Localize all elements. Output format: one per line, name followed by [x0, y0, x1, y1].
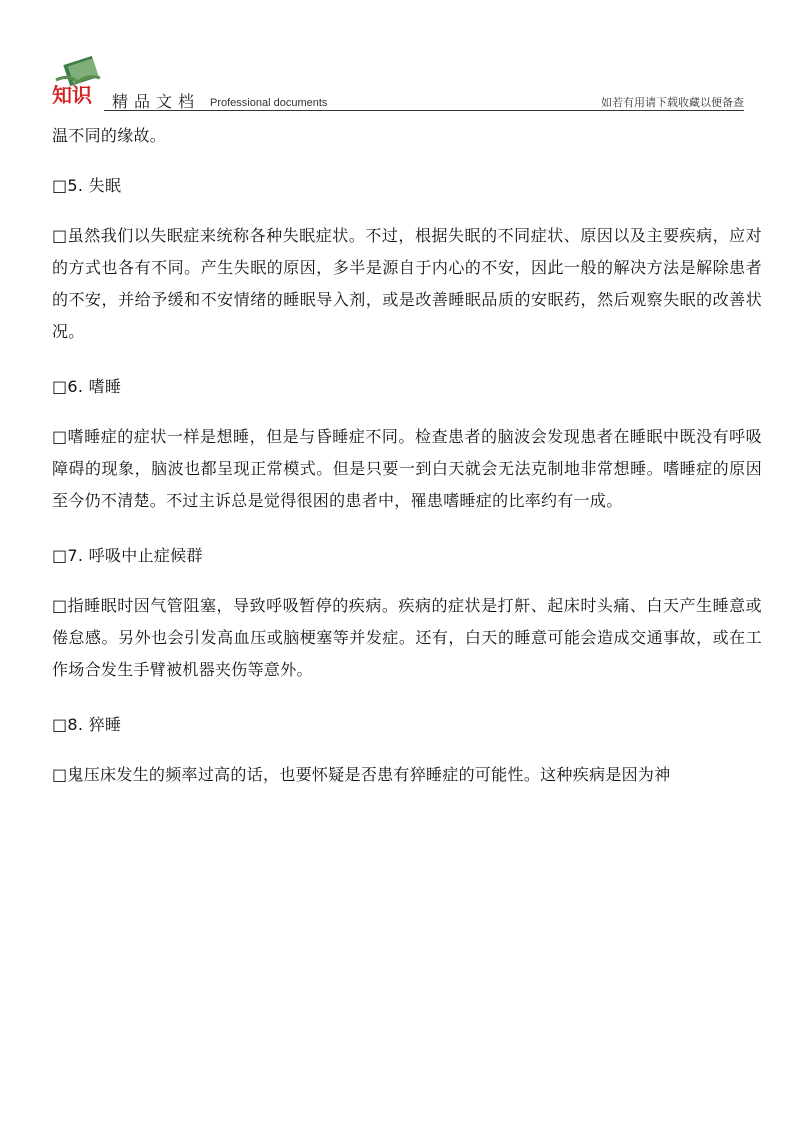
page-header: [0, 0, 794, 112]
document-body: [52, 120, 762, 814]
section-heading-insomnia: □5. 失眠: [52, 176, 122, 195]
paragraph-sleep-apnea: □指睡眠时因气管阻塞，导致呼吸暂停的疾病。疾病的症状是打鼾、起床时头痛、白天产生睡意或倦怠感。另外也会引发高血压或脑梗塞等并发症。还有，白天的睡意可能会造成交通事故，或在工作场合发生手臂被机器夹伤等意外。: [52, 596, 762, 679]
paragraph-hypersomnia: □嗜睡症的症状一样是想睡，但是与昏睡症不同。检查患者的脑波会发现患者在睡眠中既没有呼吸障碍的现象，脑波也都呈现正常模式。但是只要一到白天就会无法克制地非常想睡。嗜睡症的原因至今仍不清楚。不过主诉总是觉得很困的患者中，罹患嗜睡症的比率约有一成。: [52, 427, 762, 510]
header-divider: [104, 110, 744, 111]
header-subtitle: Professional documents: [210, 97, 328, 109]
logo-text: 知识: [52, 83, 92, 107]
book-logo-icon: [48, 56, 104, 108]
paragraph-continuation: 温不同的缘故。: [52, 126, 167, 145]
header-right-note: 如若有用请下载收藏以便备查: [601, 96, 744, 109]
section-heading-narcolepsy: □8. 猝睡: [52, 715, 122, 734]
section-heading-hypersomnia: □6. 嗜睡: [52, 377, 122, 396]
section-heading-sleep-apnea: □7. 呼吸中止症候群: [52, 546, 203, 565]
header-brand: 精品文档: [112, 92, 201, 111]
paragraph-insomnia: □虽然我们以失眠症来统称各种失眠症状。不过，根据失眠的不同症状、原因以及主要疾病，应对的方式也各有不同。产生失眠的原因，多半是源自于内心的不安，因此一般的解决方法是解除患者的不安，并给予缓和不安情绪的睡眠导入剂，或是改善睡眠品质的安眠药，然后观察失眠的改善状况。: [52, 226, 762, 341]
paragraph-narcolepsy: □鬼压床发生的频率过高的话，也要怀疑是否患有猝睡症的可能性。这种疾病是因为神: [52, 765, 671, 784]
